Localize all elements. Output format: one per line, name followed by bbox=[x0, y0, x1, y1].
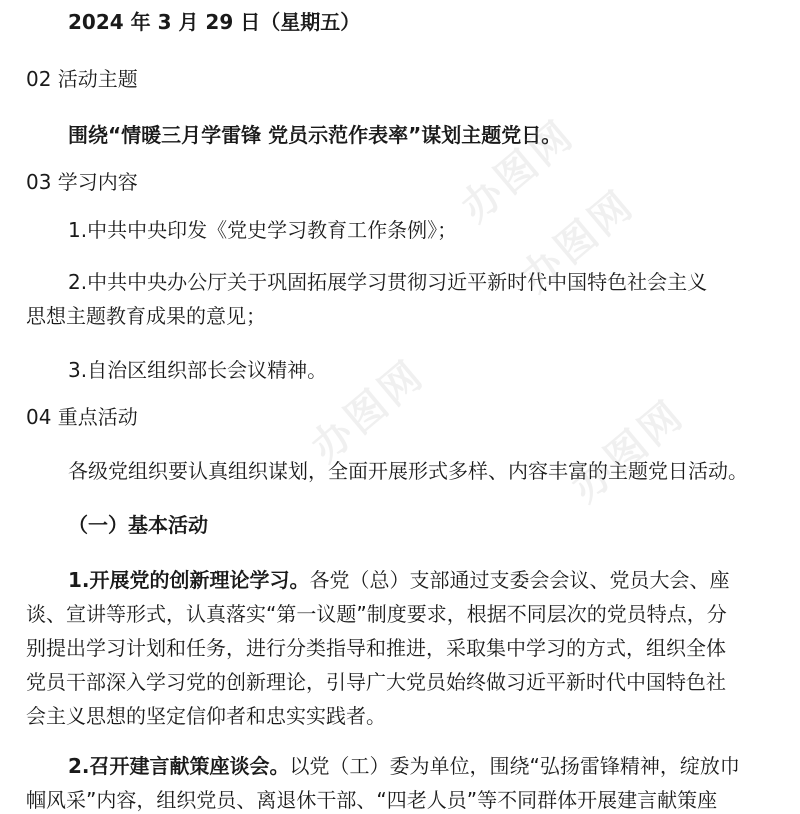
watermark: 办图网 bbox=[302, 351, 434, 472]
study-item-2-line-2: 思想主题教育成果的意见； bbox=[26, 304, 266, 328]
activities-intro: 各级党组织要认真组织谋划，全面开展形式多样、内容丰富的主题党日活动。 bbox=[68, 459, 748, 483]
paragraph-1-line-3: 别提出学习计划和任务，进行分类指导和推进，采取集中学习的方式，组织全体 bbox=[26, 636, 726, 660]
theme-text: 围绕“情暖三月学雷锋 党员示范作表率”谋划主题党日。 bbox=[68, 123, 562, 147]
paragraph-2-line-2: 帼风采”内容，组织党员、离退休干部、“四老人员”等不同群体开展建言献策座 bbox=[26, 788, 718, 812]
study-item-3: 3.自治区组织部长会议精神。 bbox=[68, 358, 328, 382]
paragraph-1-line-5: 会主义思想的坚定信仰者和忠实实践者。 bbox=[26, 704, 386, 728]
section-heading-theme: 02 活动主题 bbox=[26, 67, 138, 91]
section-heading-activities: 04 重点活动 bbox=[26, 405, 138, 429]
paragraph-1-title: 1.开展党的创新理论学习。 bbox=[68, 568, 310, 592]
watermark: 办图网 bbox=[512, 181, 644, 302]
paragraph-1-line-2: 谈、宣讲等形式，认真落实“第一议题”制度要求，根据不同层次的党员特点，分 bbox=[26, 602, 727, 626]
study-item-2-line-1: 2.中共中央办公厅关于巩固拓展学习贯彻习近平新时代中国特色社会主义 bbox=[68, 270, 708, 294]
study-item-1: 1.中共中央印发《党史学习教育工作条例》； bbox=[68, 218, 458, 242]
date-line: 2024 年 3 月 29 日（星期五） bbox=[68, 10, 361, 34]
watermark: 办图网 bbox=[562, 391, 694, 512]
paragraph-1-line-4: 党员干部深入学习党的创新理论，引导广大党员始终做习近平新时代中国特色社 bbox=[26, 670, 726, 694]
paragraph-2-title: 2.召开建言献策座谈会。 bbox=[68, 754, 290, 778]
paragraph-1-line-1 bbox=[68, 566, 800, 594]
paragraph-2-text: 以党（工）委为单位，围绕“弘扬雷锋精神，绽放巾 bbox=[289, 754, 740, 778]
subheading-basic-activities: （一）基本活动 bbox=[68, 513, 208, 537]
watermark: 办图网 bbox=[452, 111, 584, 232]
paragraph-1-text: 各党（总）支部通过支委会会议、党员大会、座 bbox=[309, 568, 730, 592]
paragraph-2-line-1 bbox=[68, 752, 800, 780]
section-heading-study: 03 学习内容 bbox=[26, 170, 138, 194]
